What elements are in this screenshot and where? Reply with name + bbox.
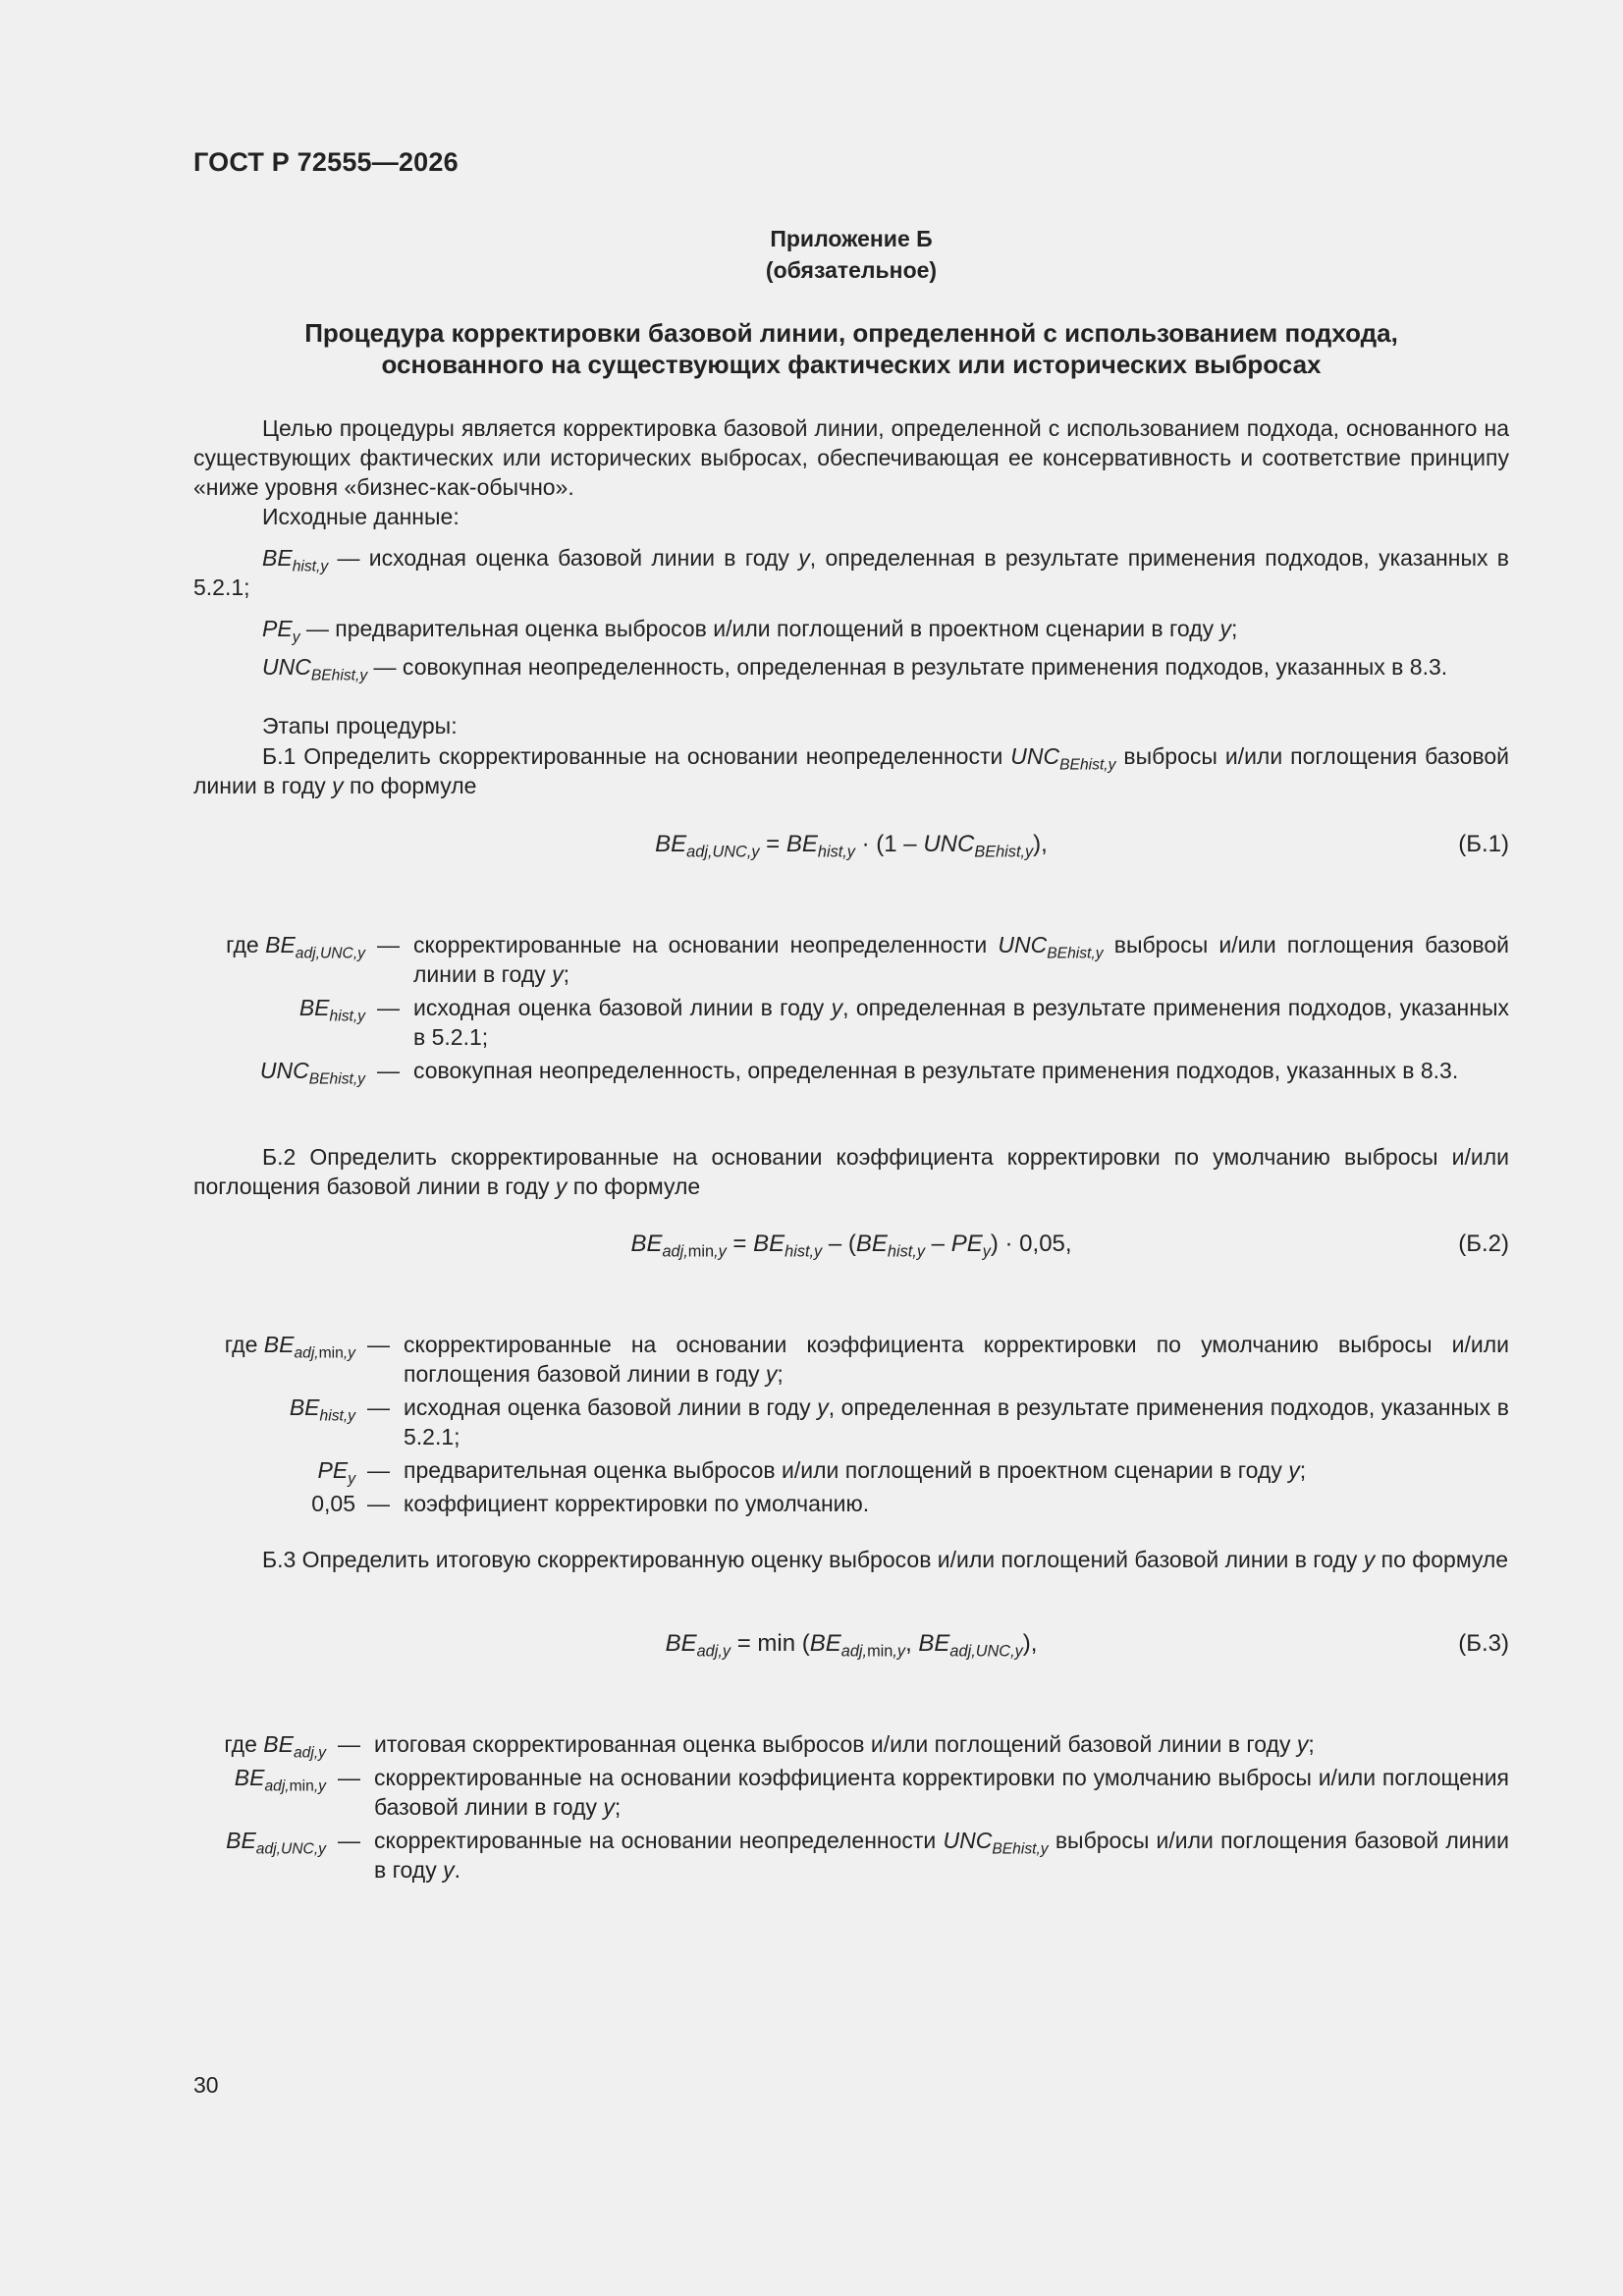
- definition-row: $BE_{adj,min,y}$ — скорректированные на основании коэффициента корректировки по умолчанию выбросы и/или поглощения базовой линии в году y;: [234, 1765, 1509, 1820]
- step-b2-paragraph: Б.2 Определить скорректированные на основании коэффициента корректировки по умолчанию выбросы и/или поглощения базовой линии в году y по формуле: [193, 1144, 1509, 1199]
- input-behist: $BE_{hist,y}$ — исходная оценка базовой линии в году y, определенная в результате применения подходов, указанных в 5.2.1;: [193, 545, 1510, 600]
- formula-b3-number: (Б.3): [1458, 1630, 1509, 1657]
- steps-heading: Этапы процедуры:: [262, 713, 458, 738]
- definitions-b3: [193, 1729, 1509, 1888]
- formula-b3-row: [193, 1630, 1509, 1666]
- appendix-title-line2: основанного на существующих фактических или исторических выбросах: [381, 350, 1322, 379]
- formula-b1-number: (Б.1): [1458, 831, 1509, 857]
- formula-b1: $BE_{adj,UNC,y} = BE_{hist,y} \cdot (1 - UNC_{BEhist,y})$,: [655, 831, 1048, 861]
- step-b3-paragraph: Б.3 Определить итоговую скорректированную оценку выбросов и/или поглощений базовой линии в году y по формуле: [262, 1547, 1509, 1572]
- appendix-label: Приложение Б: [770, 226, 933, 251]
- formula-b3: $BE_{adj,y} = \min (BE_{adj,min,y}$, $BE_{adj,UNC,y}$),: [665, 1630, 1038, 1661]
- definition-row: где $BE_{adj,min,y}$ — скорректированные на основании коэффициента корректировки по умолчанию выбросы и/или поглощения базовой линии в году y;: [224, 1332, 1509, 1387]
- formula-b2-row: [193, 1230, 1509, 1266]
- definitions-b2: [193, 1330, 1509, 1522]
- document-code: ГОСТ Р 72555—2026: [193, 147, 459, 177]
- definition-row: $PE_y$ — предварительная оценка выбросов и/или поглощений в проектном сценарии в году y;: [317, 1457, 1307, 1488]
- definition-row: $BE_{adj,UNC,y}$ — скорректированные на основании неопределенности $UNC_{BEhist,y}$ выбросы и/или поглощения базовой линии в году y.: [226, 1828, 1510, 1883]
- definition-row: где $BE_{adj,UNC,y}$ — скорректированные на основании неопределенности $UNC_{BEhist,y}$ выбросы и/или поглощения базовой линии в году y;: [226, 932, 1510, 987]
- appendix-status: (обязательное): [765, 257, 938, 283]
- step-b1-paragraph: Б.1 Определить скорректированные на основании неопределенности $UNC_{BEhist,y}$ выбросы и/или поглощения базовой линии в году y по формуле: [193, 743, 1509, 798]
- definition-row: где $BE_{adj,y}$ — итоговая скорректированная оценка выбросов и/или поглощений базовой линии в году y;: [224, 1731, 1315, 1762]
- input-pe: $PE_y$ — предварительная оценка выбросов и/или поглощений в проектном сценарии в году y;: [262, 616, 1238, 646]
- formula-b2-number: (Б.2): [1458, 1230, 1509, 1257]
- definition-row: $BE_{hist,y}$ — исходная оценка базовой линии в году y, определенная в результате применения подходов, указанных в 5.2.1;: [289, 1394, 1509, 1449]
- purpose-paragraph: Целью процедуры является корректировка базовой линии, определенной с использованием подхода, основанного на существующих фактических или исторических выбросах, обеспечивающая ее консервативность и соответствие принципу «ниже уровня «бизнес-как-обычно».: [193, 415, 1509, 500]
- definition-row: $BE_{hist,y}$ — исходная оценка базовой линии в году y, определенная в результате применения подходов, указанных в 5.2.1;: [298, 995, 1509, 1050]
- page-number: 30: [193, 2072, 219, 2098]
- definition-row: $UNC_{BEhist,y}$ — совокупная неопределенность, определенная в результате применения подходов, указанных в 8.3.: [259, 1058, 1459, 1088]
- input-unc: $UNC_{BEhist,y}$ — совокупная неопределенность, определенная в результате применения подходов, указанных в 8.3.: [262, 654, 1448, 684]
- appendix-title-line1: Процедура корректировки базовой линии, определенной с использованием подхода,: [304, 318, 1398, 348]
- formula-b2: $BE_{adj,min,y} = BE_{hist,y} - (BE_{hist,y} - PE_y) \cdot 0,05$,: [630, 1230, 1072, 1261]
- definitions-b1: [193, 930, 1509, 1089]
- inputs-heading: Исходные данные:: [262, 504, 460, 529]
- formula-b1-row: [193, 831, 1509, 866]
- definition-row: 0,05 — коэффициент корректировки по умолчанию.: [311, 1491, 870, 1516]
